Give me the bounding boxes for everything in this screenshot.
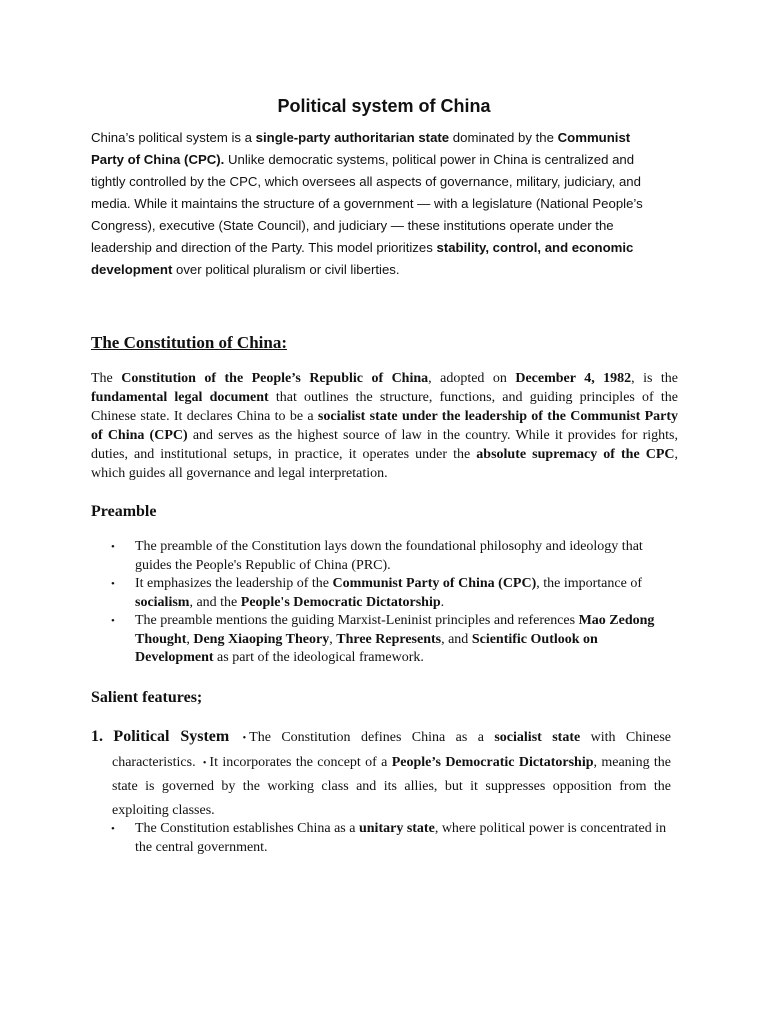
list-item: • The preamble mentions the guiding Marxist-Leninist principles and references Mao Zedong Thought, Deng Xiaoping Theory, Three Represents, and Scientific Outlook on Development as part of the ideological framework. xyxy=(111,612,671,668)
salient-features-heading: Salient features; xyxy=(91,689,203,706)
list-item: • The Constitution establishes China as a unitary state, where political power is concentrated in the central government. xyxy=(111,820,671,857)
constitution-paragraph: The Constitution of the People’s Republic of China, adopted on December 4, 1982, is the fundamental legal document that outlines the structure, functions, and guiding principles of the Chinese state. It declares China to be a socialist state under the leadership of the Communist Party of China (CPC) and serves as the highest source of law in the country. While it provides for rights, duties, and institutional setups, in practice, it operates under the absolute supremacy of the CPC, which guides all governance and legal interpretation. xyxy=(91,371,679,481)
preamble-heading: Preamble xyxy=(91,503,157,520)
salient-sub-list xyxy=(111,820,671,857)
bullet-icon: • xyxy=(242,733,247,744)
salient-feature-item xyxy=(91,725,671,822)
bullet-icon: • xyxy=(202,757,207,769)
feature-title: Political System xyxy=(113,728,230,745)
feature-number: 1. xyxy=(91,728,103,745)
page-title: Political system of China xyxy=(277,96,491,116)
list-item: • It emphasizes the leadership of the Communist Party of China (CPC), the importance of socialism, and the People's Democratic Dictatorship. xyxy=(111,575,671,612)
intro-paragraph: China’s political system is a single-party authoritarian state dominated by the Communist Party of China (CPC). Unlike democratic systems, political power in China is centralized and tightly controlled by the CPC, which oversees all aspects of governance, military, judiciary, and media. While it maintains the structure of a government — with a legislature (National People’s Congress), executive (State Council), and judiciary — these institutions operate under the leadership and direction of the Party. This model prioritizes stability, control, and economic development over political pluralism or civil liberties. xyxy=(91,130,643,277)
constitution-heading: The Constitution of China: xyxy=(91,333,288,352)
list-item: • The preamble of the Constitution lays down the foundational philosophy and ideology that guides the People's Republic of China (PRC). xyxy=(111,538,671,575)
preamble-list xyxy=(111,538,671,668)
feature-text: 1. Political System • The Constitution defines China as a socialist state with Chinese characteristics. • It incorporates the concept of a People’s Democratic Dictatorship, meaning the state is governed by the working class and its allies, but it suppresses opposition from the exploiting classes. xyxy=(91,728,672,818)
